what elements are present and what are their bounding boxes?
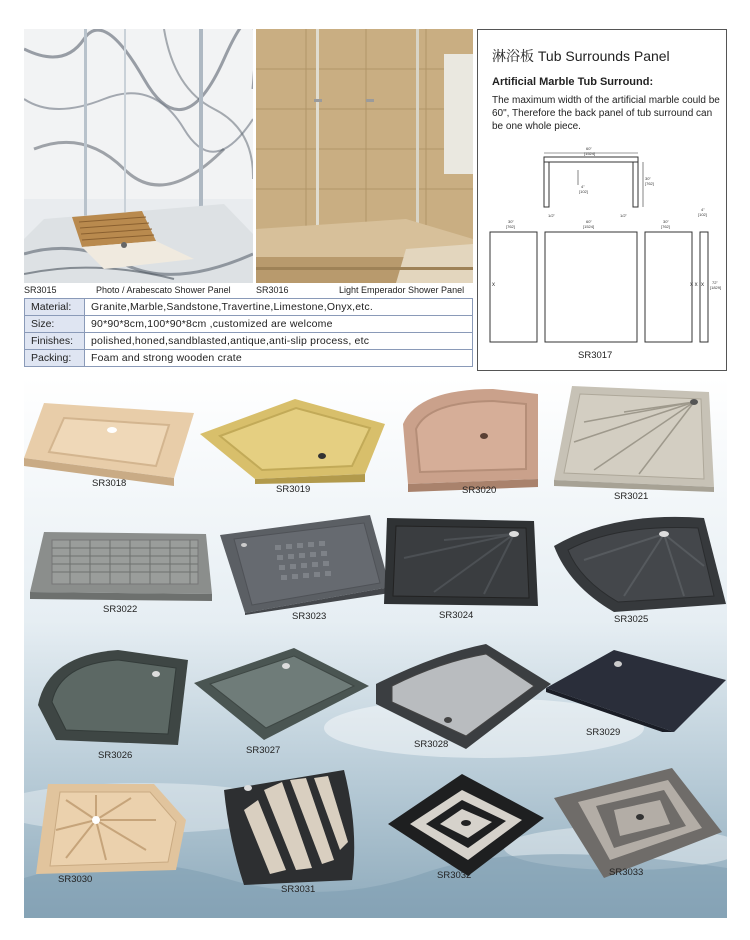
dim-top-width: 60" bbox=[586, 146, 592, 151]
dim-right-h: 30" bbox=[645, 176, 651, 181]
spec-row-finishes bbox=[25, 333, 473, 350]
spec-label: Size: bbox=[25, 316, 85, 333]
tray-code: SR3033 bbox=[609, 867, 644, 878]
dim-p2-mm: [1524] bbox=[583, 224, 595, 229]
dim-top-width-mm: [1524] bbox=[584, 151, 596, 156]
front-panels-drawing bbox=[490, 232, 708, 342]
tray-sr3031-image bbox=[224, 770, 359, 885]
spec-row-size bbox=[25, 316, 473, 333]
spec-label: Finishes: bbox=[25, 333, 85, 350]
dim-gap-right: 1/2" bbox=[620, 213, 627, 218]
spec-value: 90*90*8cm,100*90*8cm ,customized are welcome bbox=[85, 316, 473, 333]
tray-sr3028-image bbox=[376, 644, 551, 749]
dim-p2: 60" bbox=[586, 219, 592, 224]
tray-sr3021-image bbox=[554, 382, 719, 492]
dim-inner-mm: [102] bbox=[579, 189, 588, 194]
tub-surround-drawing bbox=[478, 30, 728, 372]
tray-code: SR3023 bbox=[292, 611, 327, 622]
tray-sr3025-image bbox=[554, 516, 726, 614]
tray-code: SR3018 bbox=[92, 478, 127, 489]
photo-1-code: SR3015 bbox=[24, 285, 57, 295]
panel-description: The maximum width of the artificial marble could be 60", Therefore the back panel of tub surround can be one whole piece. bbox=[492, 95, 720, 132]
panel-title: 淋浴板 Tub Surrounds Panel bbox=[492, 48, 670, 64]
svg-text:x: x bbox=[492, 282, 495, 288]
tray-code: SR3024 bbox=[439, 610, 474, 621]
svg-text:x x: x x bbox=[690, 282, 698, 288]
tray-code: SR3020 bbox=[462, 485, 497, 496]
tub-surround-panel bbox=[477, 29, 727, 371]
dim-p3: 30" bbox=[663, 219, 669, 224]
spec-value: Foam and strong wooden crate bbox=[85, 350, 473, 367]
panel-subtitle: Artificial Marble Tub Surround: bbox=[492, 76, 654, 88]
tray-sr3022-image bbox=[30, 526, 212, 601]
shower-tray-gallery bbox=[24, 378, 727, 918]
dim-p3-mm: [762] bbox=[661, 224, 670, 229]
dim-inner: 4" bbox=[581, 184, 585, 189]
top-view-drawing bbox=[544, 153, 643, 207]
specification-table bbox=[24, 298, 473, 367]
spec-row-packing bbox=[25, 350, 473, 367]
dim-side-h-mm: [1829] bbox=[710, 285, 722, 290]
tray-code: SR3031 bbox=[281, 884, 316, 895]
dim-p4-mm: [102] bbox=[698, 212, 707, 217]
tray-code: SR3029 bbox=[586, 727, 621, 738]
tray-sr3023-image bbox=[220, 515, 390, 615]
photo-emperador-shower bbox=[256, 29, 473, 283]
tray-code: SR3030 bbox=[58, 874, 93, 885]
photo-2-code: SR3016 bbox=[256, 285, 289, 295]
tray-code: SR3027 bbox=[246, 745, 281, 756]
spec-label: Packing: bbox=[25, 350, 85, 367]
spec-label: Material: bbox=[25, 299, 85, 316]
spec-value: polished,honed,sandblasted,antique,anti-slip process, etc bbox=[85, 333, 473, 350]
tray-sr3024-image bbox=[384, 518, 542, 610]
dim-right-h-mm: [762] bbox=[645, 181, 654, 186]
tray-code: SR3025 bbox=[614, 614, 649, 625]
photo-arabescato-shower bbox=[24, 29, 253, 283]
dim-p1: 30" bbox=[508, 219, 514, 224]
tray-code: SR3028 bbox=[414, 739, 449, 750]
tray-code: SR3022 bbox=[103, 604, 138, 615]
tray-sr3029-image bbox=[546, 650, 726, 732]
panel-code: SR3017 bbox=[578, 350, 613, 361]
tray-code: SR3026 bbox=[98, 750, 133, 761]
tray-code: SR3021 bbox=[614, 491, 649, 502]
tray-sr3018-image bbox=[24, 388, 199, 488]
photo-1-caption: Photo / Arabescato Shower Panel bbox=[96, 285, 231, 295]
svg-text:x: x bbox=[701, 282, 704, 288]
photo-2-caption: Light Emperador Shower Panel bbox=[339, 285, 465, 295]
tray-sr3027-image bbox=[194, 648, 369, 740]
tray-sr3032-image bbox=[388, 774, 544, 876]
dim-p4: 4" bbox=[701, 207, 705, 212]
tray-sr3030-image bbox=[36, 780, 186, 875]
dim-side-h: 72" bbox=[712, 280, 718, 285]
spec-row-material bbox=[25, 299, 473, 316]
tray-code: SR3032 bbox=[437, 870, 472, 881]
dim-gap-left: 1/2" bbox=[548, 213, 555, 218]
tray-sr3033-image bbox=[554, 768, 722, 878]
tray-code: SR3019 bbox=[276, 484, 311, 495]
tray-sr3026-image bbox=[38, 650, 188, 748]
spec-value: Granite,Marble,Sandstone,Travertine,Limestone,Onyx,etc. bbox=[85, 299, 473, 316]
dim-p1-mm: [762] bbox=[506, 224, 515, 229]
tray-sr3019-image bbox=[200, 394, 390, 484]
tray-sr3020-image bbox=[398, 384, 543, 494]
